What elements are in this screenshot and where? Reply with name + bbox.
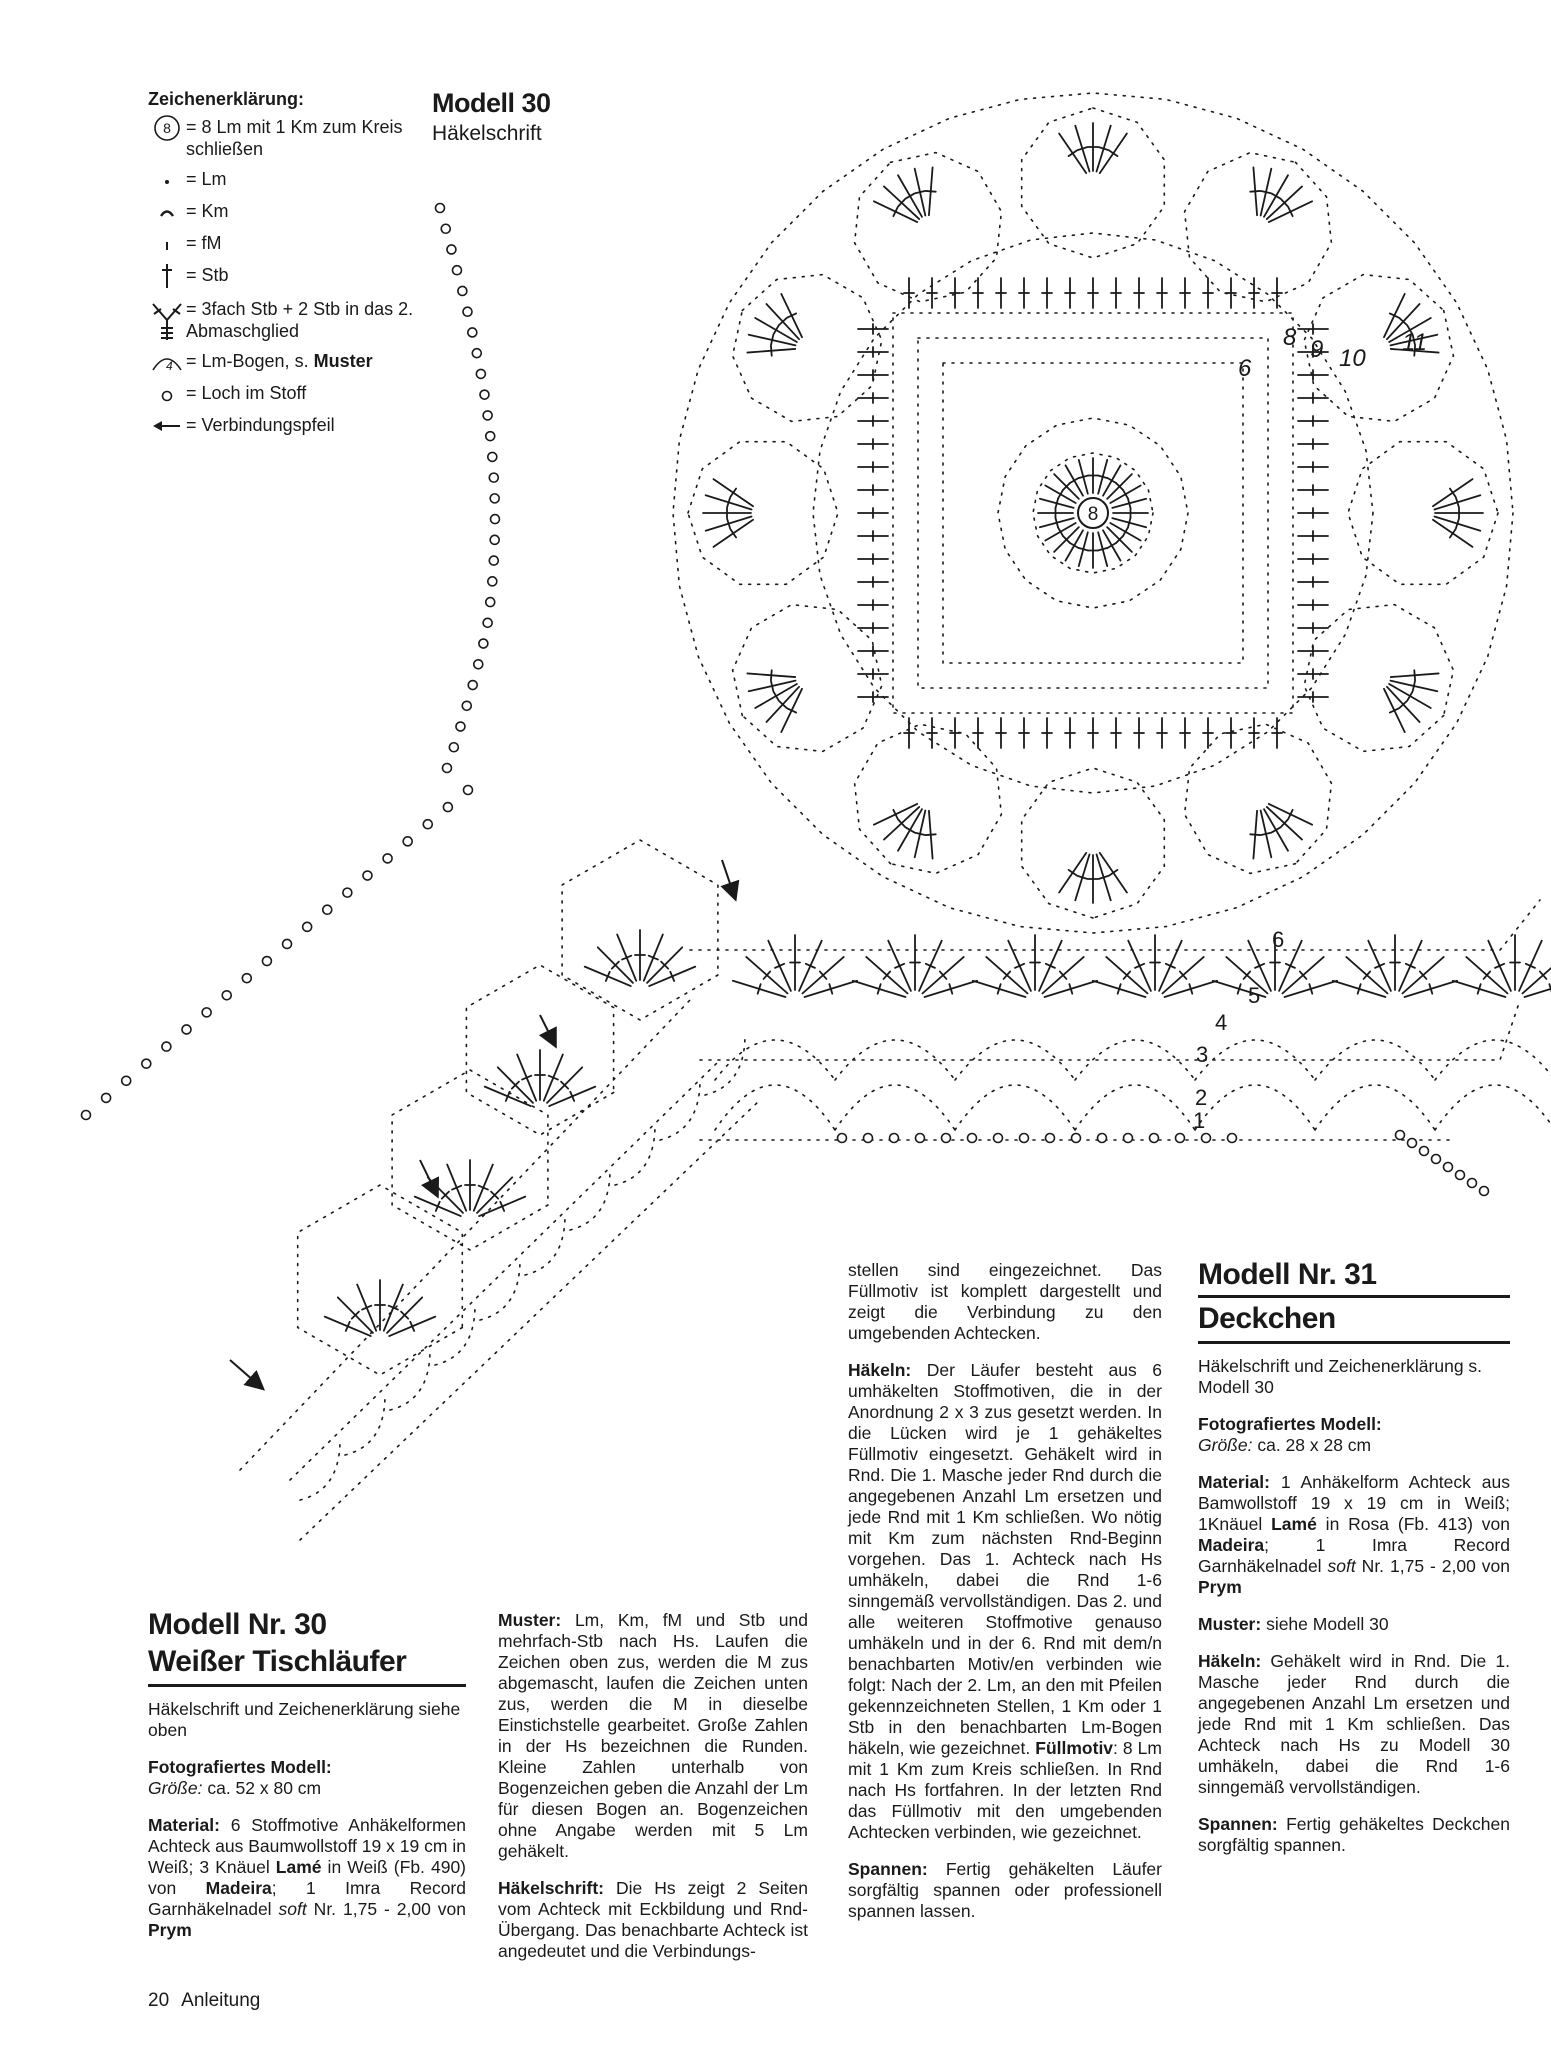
fabric-hole bbox=[1150, 1134, 1159, 1143]
fabric-hole bbox=[323, 905, 332, 914]
fabric-hole bbox=[994, 1134, 1003, 1143]
fabric-hole bbox=[480, 390, 489, 399]
stitch-bar bbox=[1055, 498, 1058, 508]
text-column-3 bbox=[848, 1260, 1162, 1938]
svg-text:4: 4 bbox=[166, 359, 173, 373]
chain-arch bbox=[715, 1085, 835, 1130]
section-title: Deckchen bbox=[1198, 1302, 1336, 1335]
fabric-hole bbox=[456, 722, 465, 731]
fabric-hole bbox=[441, 224, 450, 233]
round-number: 10 bbox=[1339, 345, 1366, 372]
chain-path bbox=[700, 1000, 1520, 1060]
round-number: 1 bbox=[1193, 1108, 1206, 1133]
legend-text: = Stb bbox=[186, 265, 229, 285]
stitch-bar bbox=[1261, 833, 1271, 835]
stitch-bar bbox=[1450, 529, 1456, 537]
legend-text: = Loch im Stoff bbox=[186, 383, 307, 403]
diagram-title: Modell 30 bbox=[432, 88, 551, 118]
round-number: 9 bbox=[1310, 336, 1324, 363]
fabric-hole bbox=[1228, 1134, 1237, 1143]
round-number: 6 bbox=[1272, 927, 1285, 952]
connection-arrow bbox=[420, 1160, 437, 1195]
fabric-hole bbox=[1020, 1134, 1029, 1143]
chain-arch bbox=[1435, 1085, 1551, 1130]
section-title: Modell Nr. 30 bbox=[148, 1608, 327, 1641]
legend-text: = Km bbox=[186, 201, 229, 221]
legend-text: = fM bbox=[186, 233, 222, 253]
stitch-bar bbox=[1250, 191, 1260, 192]
chain-arch bbox=[345, 1395, 385, 1455]
chain-arch bbox=[835, 1085, 955, 1130]
chain-arch bbox=[1075, 1085, 1195, 1130]
intro-text: Häkelschrift und Zeichenerklärung siehe oben bbox=[148, 1699, 461, 1740]
chain-arch bbox=[435, 1305, 475, 1365]
fabric-hole bbox=[489, 473, 498, 482]
fabric-hole bbox=[1072, 1134, 1081, 1143]
fabric-hole bbox=[363, 871, 372, 880]
stitch-bar bbox=[1414, 670, 1415, 680]
fabric-hole bbox=[1046, 1134, 1055, 1143]
stitch-bar bbox=[771, 346, 772, 356]
stitch-bar bbox=[1098, 548, 1108, 551]
fabric-hole bbox=[1124, 1134, 1133, 1143]
chain-arch bbox=[615, 1125, 655, 1185]
connection-arrow bbox=[540, 1015, 555, 1045]
fabric-hole bbox=[1396, 1131, 1405, 1140]
stitch-bar bbox=[1450, 489, 1456, 497]
fabric-hole bbox=[403, 837, 412, 846]
fabric-hole bbox=[968, 1134, 977, 1143]
fabric-hole bbox=[262, 957, 271, 966]
chain-path bbox=[733, 275, 882, 422]
fabric-hole bbox=[1432, 1155, 1441, 1164]
fabric-hole bbox=[490, 494, 499, 503]
fabric-hole bbox=[423, 820, 432, 829]
stitch-bar bbox=[1413, 681, 1415, 691]
fabric-hole bbox=[488, 452, 497, 461]
fabric-hole bbox=[864, 1134, 873, 1143]
fabric-hole bbox=[483, 618, 492, 627]
title-rule bbox=[148, 1684, 466, 1687]
stitch-bar bbox=[1109, 150, 1117, 156]
fabric-hole bbox=[442, 764, 451, 773]
chain-path bbox=[1185, 724, 1332, 873]
fabric-hole bbox=[142, 1059, 151, 1068]
legend-title: Zeichenerklärung: bbox=[148, 89, 305, 109]
stitch-bar bbox=[1098, 475, 1108, 478]
round-number: 4 bbox=[1215, 1010, 1228, 1035]
haekeln-text: Häkeln: Gehäkelt wird in Rnd. Die 1. Masche jeder Rnd durch die angegebenen Anzahl Lm ersetzen und jede Rnd mit 1 Km schließen. Das Achteck nach Hs zu Modell 30 umhäkeln, dabei die Rnd 1-6 sinngemäß vervollständigen. bbox=[1198, 1651, 1510, 1797]
fabric-hole bbox=[162, 1042, 171, 1051]
fabric-hole bbox=[383, 854, 392, 863]
legend-text: = Lm-Bogen, s. Muster bbox=[186, 351, 373, 371]
legend-text: = 8 Lm mit 1 Km zum Kreis schließen bbox=[186, 117, 403, 159]
stitch-bar bbox=[771, 681, 773, 691]
stitch-bar bbox=[1261, 191, 1271, 193]
footer-section: Anleitung bbox=[181, 1990, 261, 2011]
intro-text: Häkelschrift und Zeichenerklärung s. Modell 30 bbox=[1198, 1356, 1483, 1397]
page-number: 20 bbox=[148, 1990, 170, 2011]
connection-arrow bbox=[722, 860, 735, 898]
fabric-hole bbox=[462, 701, 471, 710]
haekeln-text: Häkeln: Der Läufer besteht aus 6 umhäkelten Stoffmotiven, die in der Anordnung 2 x 3 zus gesetzt werden. In die Lücken wird je 1 gehäkeltes Füllmotiv eingesetzt. Gehäkelt wird in Rnd. Die 1. Masche jeder Rnd durch die angegebenen Anzahl Lm ersetzen und jede Rnd mit 1 Km schließen. Wo nötig mit Km zum nächsten Rnd-Beginn vorgehen. Das 1. Achteck nach Hs umhäkeln, dabei die Rnd 1-6 sinngemäß vervollständigen. Das 2. und alle weiteren Stoffmotive genauso umhäkeln und in der 6. Rnd mit dem/n benachbarten Motiv/en verbinden wie folgt: Nach der 2. Lm, an den mit Pfeilen gekennzeichneten Stellen, 1 Km oder 1 Stb in den benachbarten Lm-Bogen häkeln, wie gezeichnet. Füllmotiv: 8 Lm mit 1 Km zum Kreis schließen. In Rnd nach Hs fortfahren. In der letzten Rnd das Füllmotiv mit den umgebenden Achtecken verbinden, wie gezeichnet. bbox=[848, 1360, 1162, 1842]
legend-text: = Verbindungspfeil bbox=[186, 415, 335, 435]
fabric-hole bbox=[916, 1134, 925, 1143]
fabric-hole bbox=[202, 1008, 211, 1017]
stitch-bar bbox=[926, 191, 936, 192]
chain-path bbox=[1304, 605, 1453, 752]
legend-text: = 3fach Stb + 2 Stb in das 2. Abmaschglied bbox=[186, 299, 414, 341]
chain-arch bbox=[570, 1170, 610, 1230]
stitch-bar bbox=[915, 833, 925, 835]
center-ring-label: 8 bbox=[1087, 504, 1099, 525]
text-column-1 bbox=[148, 1606, 466, 1957]
stitch-bar bbox=[926, 834, 936, 835]
fabric-hole bbox=[182, 1025, 191, 1034]
fabric-hole bbox=[1202, 1134, 1211, 1143]
fabric-hole bbox=[468, 328, 477, 337]
fabric-hole bbox=[449, 743, 458, 752]
haekelschrift-text: Häkelschrift: Die Hs zeigt 2 Seiten vom Achteck mit Eckbildung und Rnd-Übergang. Das benachbarte Achteck ist angedeutet und die Verbindungs- bbox=[498, 1878, 808, 1961]
chain-arch bbox=[300, 1440, 340, 1500]
connection-arrows bbox=[230, 860, 735, 1388]
muster-text: Muster: siehe Modell 30 bbox=[1198, 1614, 1389, 1634]
fabric-hole bbox=[222, 991, 231, 1000]
fabric-hole bbox=[1420, 1147, 1429, 1156]
diagram-subtitle: Häkelschrift bbox=[432, 122, 542, 145]
fabric-hole bbox=[838, 1134, 847, 1143]
round-number: 8 bbox=[1283, 324, 1297, 351]
fabric-hole bbox=[476, 369, 485, 378]
svg-text:8: 8 bbox=[163, 120, 171, 136]
stitch-bar bbox=[1078, 548, 1088, 551]
fabric-hole bbox=[474, 660, 483, 669]
fabric-hole bbox=[82, 1111, 91, 1120]
stitch-bar bbox=[1128, 498, 1131, 508]
material-text: Material: 1 Anhäkelform Achteck aus Bamwollstoff 19 x 19 cm in Weiß; 1Knäuel Lamé in Rosa (Fb. 413) von Madeira; 1 Imra Record Garnhäkelnadel soft Nr. 1,75 - 2,00 von Prym bbox=[1198, 1472, 1510, 1597]
fabric-hole bbox=[1098, 1134, 1107, 1143]
diagram-stitches bbox=[325, 123, 1551, 1336]
section-title: Modell Nr. 31 bbox=[1198, 1258, 1377, 1291]
round-number: 6 bbox=[1238, 355, 1252, 382]
fabric-hole bbox=[483, 411, 492, 420]
fabric-hole bbox=[491, 515, 500, 524]
text-column-2 bbox=[498, 1610, 808, 1978]
stitch-bar bbox=[1250, 834, 1260, 835]
chain-path bbox=[240, 1000, 690, 1470]
chain-path bbox=[855, 153, 1002, 302]
round-number: 5 bbox=[1248, 983, 1261, 1008]
fabric-hole bbox=[488, 577, 497, 586]
chain-path bbox=[290, 1060, 720, 1480]
fabric-hole bbox=[242, 974, 251, 983]
chain-arch bbox=[480, 1260, 520, 1320]
fabric-hole bbox=[489, 556, 498, 565]
stitch-bar bbox=[1055, 518, 1058, 528]
stitch-bar bbox=[1069, 150, 1077, 156]
fabric-hole bbox=[479, 639, 488, 648]
spannen-text: Spannen: Fertig gehäkeltes Deckchen sorgfältig spannen. bbox=[1198, 1814, 1510, 1855]
fabric-hole bbox=[122, 1076, 131, 1085]
muster-text: Muster: Lm, Km, fM und Stb und mehrfach-Stb nach Hs. Laufen die Zeichen oben zus, werden die M zus abgemascht, laufen die Zeichen unten zus, werden die M in dieselbe Einstichstelle gearbeitet. Große Zahlen in der Hs bezeichnen die Runden. Kleine Zahlen unterhalb von Bogenzeichen geben die Anzahl der Lm für diesen Bogen an. Bogenzeichen ohne Angabe werden mit 5 Lm gehäkelt. bbox=[498, 1610, 808, 1861]
round-number: 3 bbox=[1196, 1042, 1209, 1067]
fabric-hole bbox=[343, 888, 352, 897]
title-rule bbox=[1198, 1295, 1510, 1298]
fabric-hole-line bbox=[82, 204, 1489, 1196]
stitch-bar bbox=[1069, 870, 1077, 876]
fabric-hole bbox=[452, 266, 461, 275]
chain-path bbox=[1185, 153, 1332, 302]
fabric-hole bbox=[490, 535, 499, 544]
round-number: 2 bbox=[1195, 1085, 1208, 1110]
stitch-bar bbox=[1109, 870, 1117, 876]
chain-arch bbox=[1195, 1085, 1315, 1130]
section-title: Weißer Tischläufer bbox=[148, 1645, 407, 1678]
chain-path bbox=[690, 900, 1540, 950]
fabric-hole bbox=[1408, 1139, 1417, 1148]
fabric-hole bbox=[1444, 1163, 1453, 1172]
fabric-hole bbox=[1176, 1134, 1185, 1143]
chain-arch bbox=[660, 1080, 700, 1140]
fabric-hole bbox=[486, 432, 495, 441]
text-column-4 bbox=[1198, 1256, 1510, 1872]
fabric-hole bbox=[942, 1134, 951, 1143]
fabric-hole bbox=[458, 286, 467, 295]
chain-arch bbox=[525, 1215, 565, 1275]
round-number: 11 bbox=[1402, 329, 1427, 356]
material-text: Material: 6 Stoffmotive Anhäkelformen Achteck aus Baumwollstoff 19 x 19 cm in Weiß; 3 Knäuel Lamé in Weiß (Fb. 490) von Madeira; 1 Imra Record Garnhäkelnadel soft Nr. 1,75 - 2,00 von Prym bbox=[148, 1815, 467, 1940]
chain-arch bbox=[1315, 1085, 1435, 1130]
fabric-hole bbox=[486, 598, 495, 607]
fabric-hole bbox=[447, 245, 456, 254]
stitch-bar bbox=[1128, 518, 1131, 528]
fabric-hole bbox=[463, 307, 472, 316]
fabric-hole bbox=[303, 922, 312, 931]
chain-arch bbox=[705, 1035, 745, 1095]
chain-path bbox=[855, 724, 1002, 873]
photo-model-text: Fotografiertes Modell: Größe: ca. 52 x 80 cm bbox=[148, 1757, 332, 1798]
stitch-bar bbox=[771, 335, 773, 345]
stitch-bar bbox=[730, 489, 736, 497]
fabric-hole bbox=[283, 939, 292, 948]
fabric-hole bbox=[890, 1134, 899, 1143]
title-rule bbox=[1198, 1341, 1510, 1344]
connection-arrow bbox=[230, 1360, 262, 1388]
fabric-hole bbox=[472, 349, 481, 358]
continued-text: stellen sind eingezeichnet. Das Füllmotiv ist komplett dargestellt und zeigt die Verbindung zu den umgebenden Achtecken. bbox=[848, 1260, 1162, 1343]
stitch-bar bbox=[915, 191, 925, 193]
photo-model-text: Fotografiertes Modell: Größe: ca. 28 x 28 cm bbox=[1198, 1414, 1382, 1455]
chain-arch bbox=[390, 1350, 430, 1410]
stitch-bar bbox=[730, 529, 736, 537]
chain-path bbox=[1304, 275, 1453, 422]
center-ring-icon bbox=[1078, 498, 1108, 528]
stitch-bar bbox=[1078, 475, 1088, 478]
fabric-hole bbox=[468, 681, 477, 690]
fabric-hole bbox=[436, 204, 445, 213]
fabric-hole bbox=[1480, 1187, 1489, 1196]
fabric-hole bbox=[1468, 1179, 1477, 1188]
fabric-hole bbox=[443, 803, 452, 812]
stitch-bar bbox=[771, 670, 772, 680]
chain-path bbox=[733, 605, 882, 752]
chain-arch bbox=[955, 1085, 1075, 1130]
page-footer bbox=[148, 1990, 260, 2012]
fabric-hole bbox=[464, 786, 473, 795]
fabric-hole bbox=[102, 1093, 111, 1102]
chain-path bbox=[300, 1100, 760, 1540]
spannen-text: Spannen: Fertig gehäkelten Läufer sorgfältig spannen oder professionell spannen lassen. bbox=[848, 1859, 1162, 1921]
legend-text: = Lm bbox=[186, 169, 227, 189]
fabric-hole bbox=[1456, 1171, 1465, 1180]
